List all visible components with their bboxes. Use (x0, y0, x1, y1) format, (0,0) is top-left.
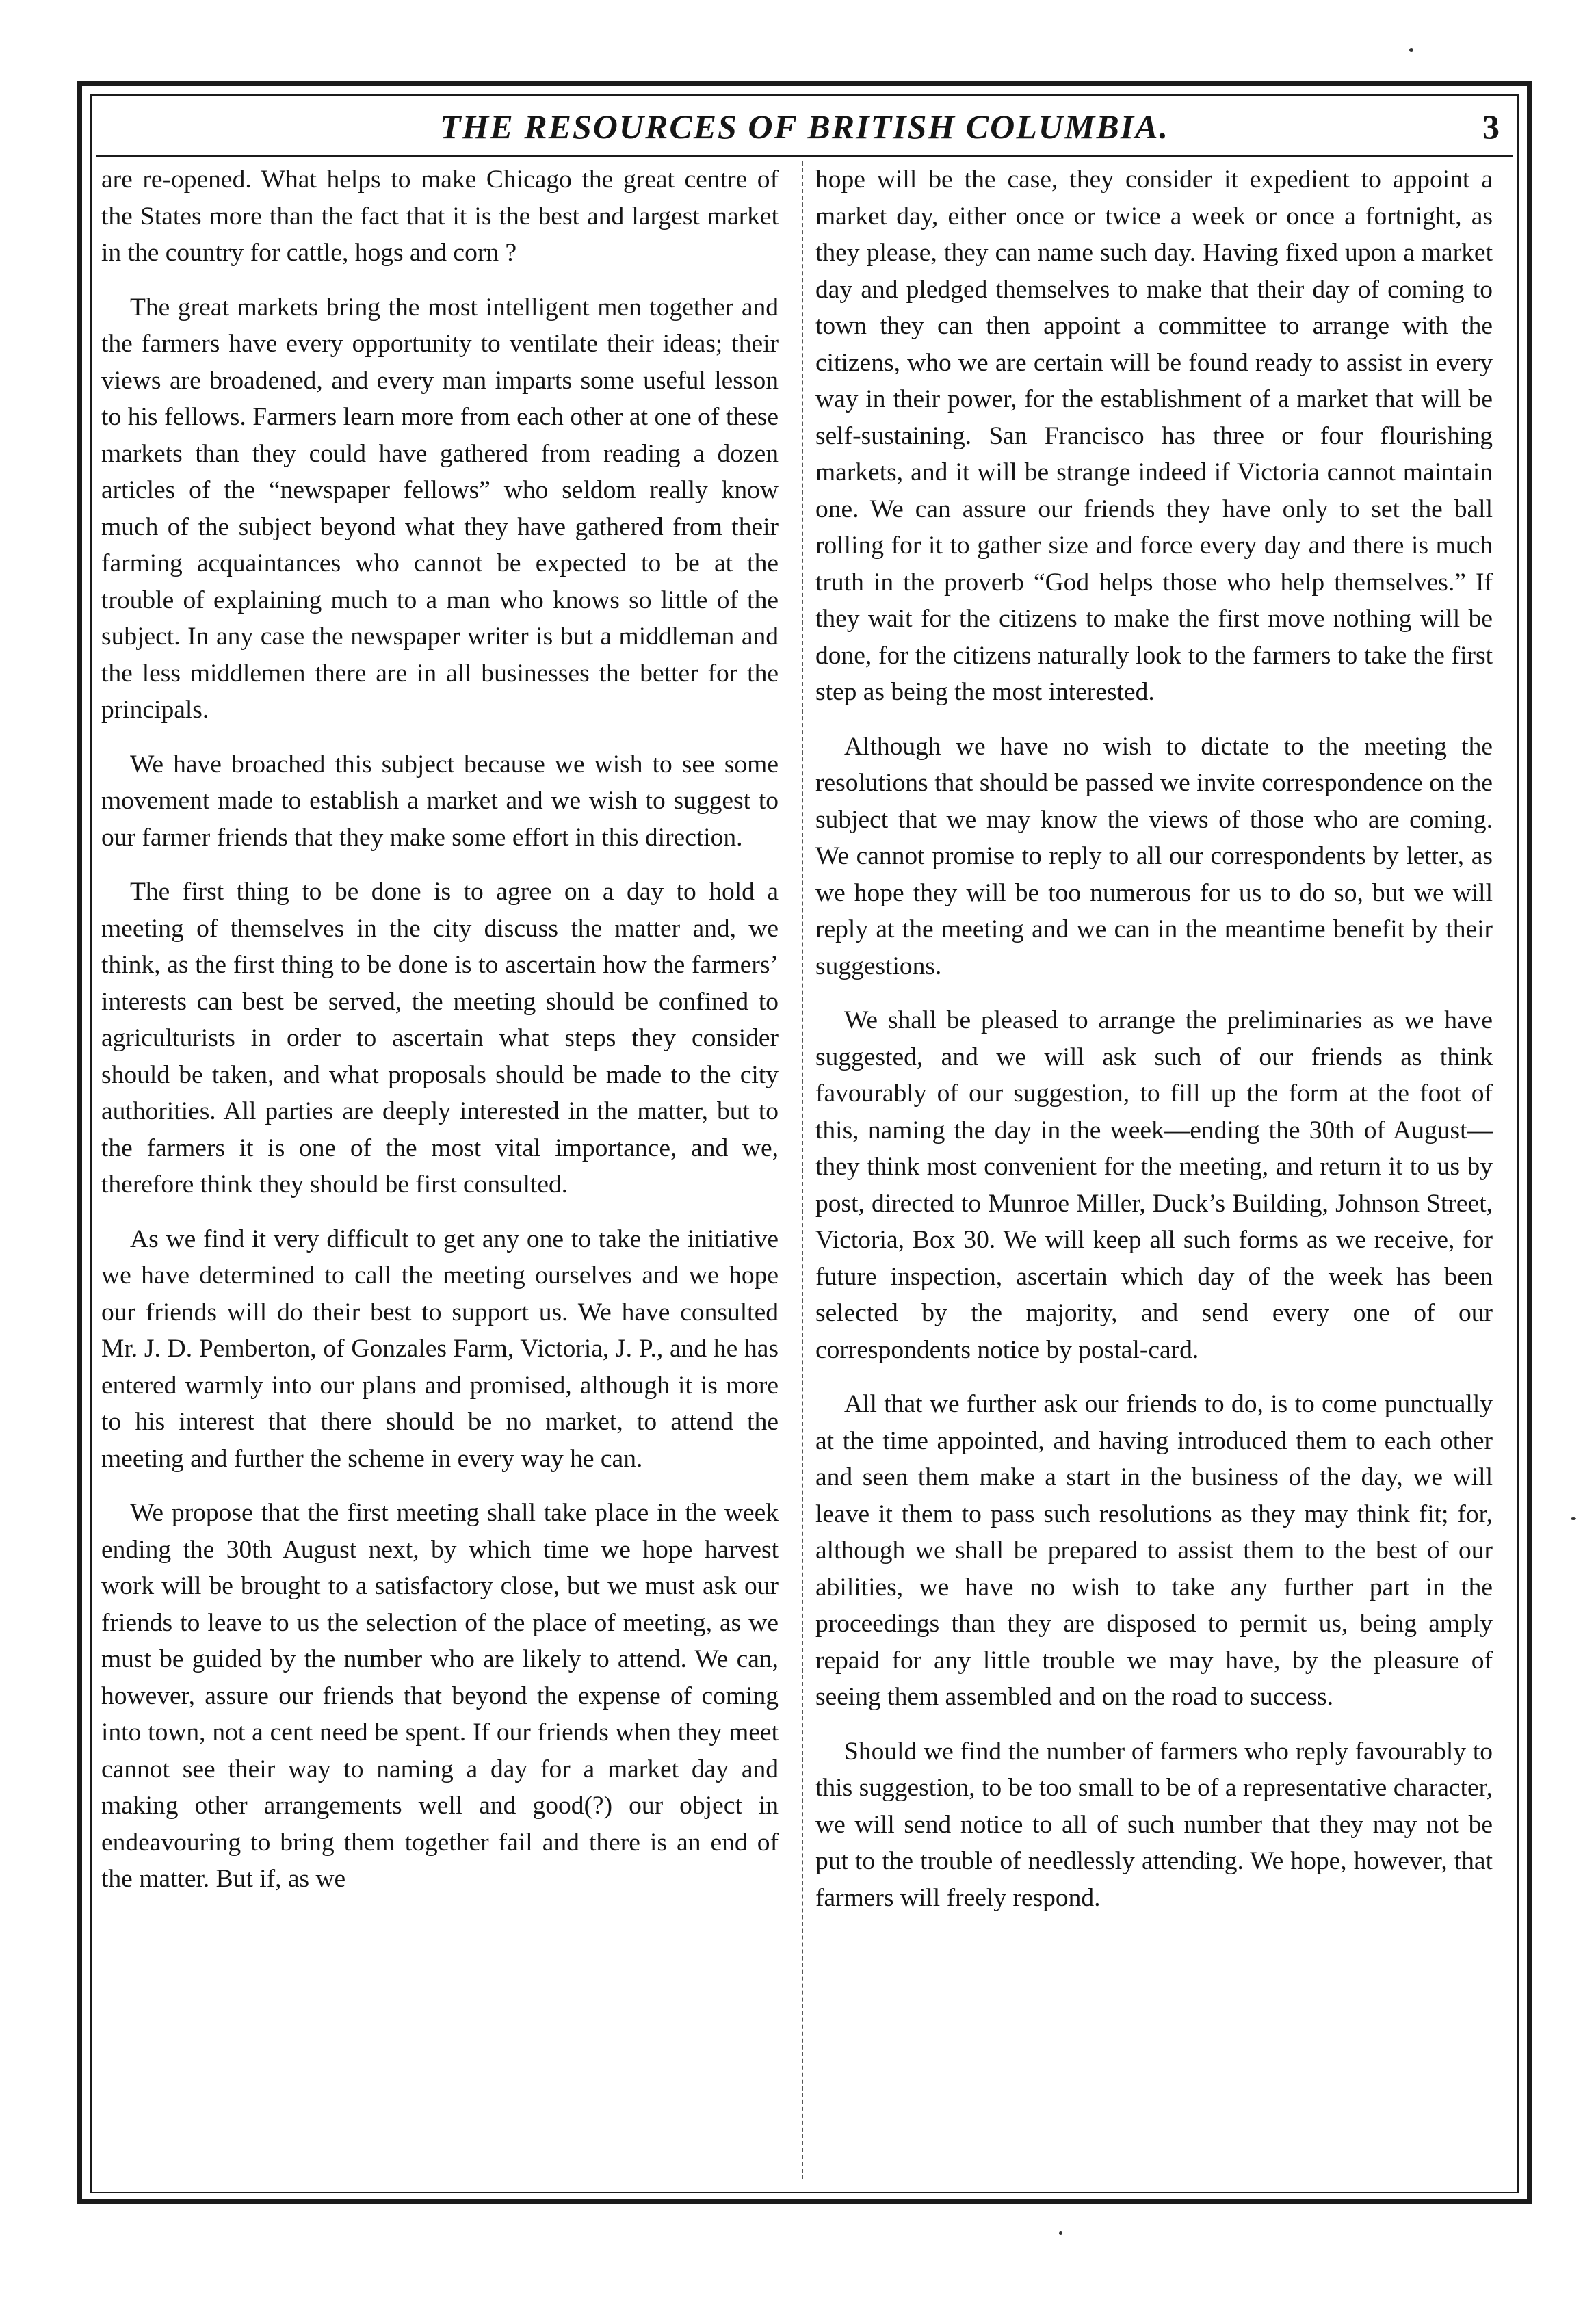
left-column (101, 161, 779, 2179)
running-title: THE RESOURCES OF BRITISH COLUMBIA. (440, 107, 1169, 146)
page-number: 3 (1482, 107, 1500, 146)
right-column (815, 161, 1493, 2179)
paragraph: Although we have no wish to dictate to the meeting the resolutions that should be passed we invite correspondence on the subject that we may know the views of those who are coming. We cannot promise to reply to all our correspondents by letter, as we hope they will be too numerous for us to do so, but we will reply at the meeting and we can in the meantime benefit by their suggestions. (815, 732, 1493, 980)
column-divider (802, 161, 803, 2179)
paragraph: are re-opened. What helps to make Chicago the great centre of the States more than the fact that it is the best and largest market in the country for cattle, hogs and corn ? (101, 166, 779, 267)
paragraph: The first thing to be done is to agree on a day to hold a meeting of themselves in the city discuss the matter and, we think, as the first thing to be done is to ascertain how the farmers’ interests can best be served, the meeting should be confined to agriculturists in order to ascertain what steps they consider should be taken, and what proposals should be made to the city authorities. All parties are deeply interested in the matter, but to the farmers it is one of the most vital importance, and we, therefore think they should be first consulted. (101, 878, 779, 1199)
paragraph: We propose that the first meeting shall take place in the week ending the 30th August next, by which time we hope harvest work will be brought to a satisfactory close, but we must ask our friends to leave to us the selection of the place of meeting, as we must be guided by the number who are likely to attend. We can, however, assure our friends that beyond the expense of coming into town, not a cent need be spent. If our friends when they meet cannot see their way to naming a day for a market day and making other arrangements well and good(?) our object in endeavouring to bring them together fail and there is an end of the matter. But if, as we (101, 1499, 779, 1893)
paragraph: We shall be pleased to arrange the preliminaries as we have suggested, and we will ask such of our friends as think favourably of our suggestion, to fill up the form at the foot of this, naming the day in the week—ending the 30th of August—they think most convenient for the meeting, and return it to us by post, directed to Munroe Miller, Duck’s Building, Johnson Street, Victoria, Box 30. We will keep all such forms as we receive, for future inspection, ascertain which day of the week has been selected by the majority, and send every one of our correspondents notice by postal-card. (815, 1006, 1493, 1364)
paragraph: We have broached this subject because we wish to see some movement made to establish a market and we wish to suggest to our farmer friends that they make some effort in this direction. (101, 750, 779, 852)
paragraph: As we find it very difficult to get any one to take the initiative we have determined to call the meeting ourselves and we hope our friends will do their best to support us. We have consulted Mr. J. D. Pemberton, of Gonzales Farm, Victoria, J. P., and he has entered warmly into our plans and promised, although it is more to his interest that there should be no market, to attend the meeting and further the scheme in every way he can. (101, 1225, 779, 1473)
paragraph: hope will be the case, they consider it expedient to appoint a market day, either once or twice a week or once a fortnight, as they please, they can name such day. Having fixed upon a market day and pledged themselves to make that their day of coming to town they can then appoint a committee to arrange with the citizens, who we are certain will be found ready to assist in every way in their power, for the establishment of a market that will be self-sustaining. San Francisco has three or four flourishing markets, and it will be strange indeed if Victoria cannot maintain one. We can assure our friends they have only to set the ball rolling for it to gather size and force every day and there is much truth in the proverb “God helps those who help themselves.” If they wait for the citizens to make the first move nothing will be done, for the citizens naturally look to the farmers to take the first step as being the most interested. (815, 166, 1493, 706)
print-speck (1059, 2231, 1062, 2235)
header-rule (96, 155, 1513, 157)
print-speck (1409, 48, 1413, 52)
page-header (96, 103, 1513, 153)
print-speck (1571, 1517, 1576, 1520)
paragraph: All that we further ask our friends to do, is to come punctually at the time appointed, and having introduced them to each other and seen them make a start in the business of the day, we will leave it them to pass such resolutions as they may think fit; for, although we shall be prepared to assist them to the best of our abilities, we have no wish to take any further part in the proceedings than they are disposed to permit us, being amply repaid for any little trouble we may have, by the pleasure of seeing them assembled and on the road to success. (815, 1390, 1493, 1711)
paragraph: The great markets bring the most intelligent men together and the farmers have every opportunity to ventilate their ideas; their views are broadened, and every man imparts some useful lesson to his fellows. Farmers learn more from each other at one of these markets than they could have gathered from reading a dozen articles of the “newspaper fellows” who seldom really know much of the subject beyond what they have gathered from their farming acquaintances who cannot be expected to be at the trouble of explaining much to a man who knows so little of the subject. In any case the newspaper writer is but a middleman and the less middlemen there are in all businesses the better for the principals. (101, 293, 779, 724)
paragraph: Should we find the number of farmers who reply favourably to this suggestion, to be too small to be of a representative character, we will send notice to all of such number that they may not be put to the trouble of needlessly attending. We hope, however, that farmers will freely respond. (815, 1737, 1493, 1912)
